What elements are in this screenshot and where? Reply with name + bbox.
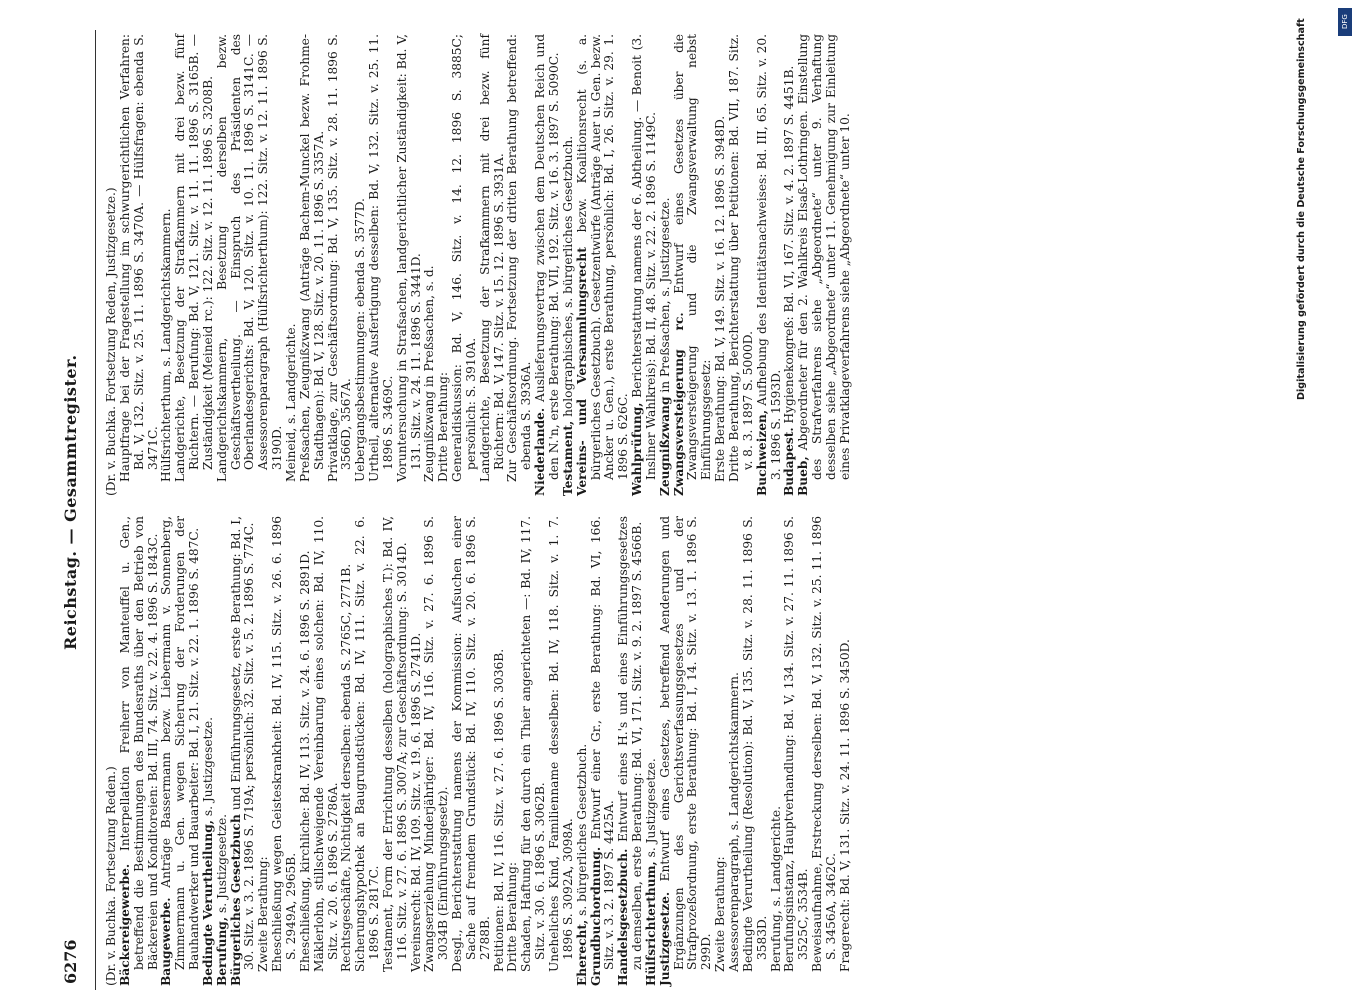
running-title: Reichstag. — Gesammtregister.: [61, 354, 80, 650]
index-entry: [590, 516, 618, 986]
index-entry: [257, 516, 271, 986]
entry-text: Interpellation Freiherr von Manteuffel u. Gen., betreffend die Bestimmungen des Bundesraths über den Betrieb von Bäckereien und Konditoreien: Bd. III, 74. Sitz. v. 22. 4. 1896 S. 1843C.: [117, 516, 160, 970]
entry-text: Petitionen: Bd. IV, 116. Sitz. v. 27. 6. 1896 S. 3036B.: [491, 648, 506, 972]
entry-heading: Budapest.: [782, 427, 797, 496]
entry-text: Bedingte Verurtheilung (Resolution): Bd. V, 135. Sitz. v. 28. 11. 1896 S. 3583D.: [740, 516, 769, 972]
index-entry: [230, 516, 258, 986]
index-entry: [423, 34, 437, 496]
index-entry: [423, 516, 451, 986]
index-entry: [174, 34, 216, 496]
entry-heading: Testament,: [560, 420, 575, 496]
entry-text: Privatklage, zur Geschäftsordnung: Bd. V, 135. Sitz. v. 28. 11. 1896 S. 3566D, 3567A.: [325, 34, 354, 482]
continuation-note: (Dr. v. Buchka. Fortsetzung Reden, Justizgesetze.): [104, 187, 118, 496]
index-entry: [271, 516, 299, 986]
index-entry: [216, 516, 230, 986]
entry-text: Meineid, s. Landgerichte.: [283, 323, 298, 482]
entry-text: Rechtsgeschäfte, Nichtigkeit derselben: ebenda S. 2765C, 2771B.: [339, 563, 354, 972]
index-entry: [313, 516, 341, 986]
index-entry: [493, 516, 507, 986]
entry-text: Entwurf einer Gr., erste Berathung: Bd. VI, 166. Sitz. v. 3. 2. 1897 S. 4425A.: [588, 515, 617, 970]
entry-text: Dritte Berathung:: [436, 372, 451, 482]
entry-text: Landgerichte, Besetzung der Strafkammern mit drei bezw. fünf Richtern: Bd. V, 147. Sitz. v. 15. 12. 1896 S. 3931A.: [477, 34, 506, 482]
index-entry: [327, 34, 355, 496]
entry-heading: Grundbuchordnung.: [588, 846, 603, 986]
index-entry: [714, 516, 728, 986]
index-entry: [299, 516, 313, 986]
entry-text: Auslieferungsvertrag zwischen dem Deutschen Reich und den N.'n, erste Berathung: Bd. VII, 192. Sitz. v. 16. 3. 1897 S. 5090C.: [533, 34, 561, 480]
entry-text: Berufungsinstanz, Hauptverhandlung: Bd. V, 134. Sitz. v. 27. 11. 1896 S. 3525C, 3534B.: [782, 516, 811, 972]
index-entry: [728, 34, 756, 496]
entry-heading: Zeugnißzwang: [657, 396, 672, 496]
entry-text: und Einführungsgesetz, erste Berathung: Bd. I, 30. Sitz. v. 3. 2. 1896 S. 719A; persönlich: 32. Sitz. v. 5. 2. 1896 S. 774C.: [228, 516, 257, 970]
entry-heading: Justizgesetze.: [657, 891, 672, 986]
entry-text: Dritte Berathung, Berichterstattung über Petitionen: Bd. VII, 187. Sitz. v. 8. 3. 1897 S. 5000D.: [726, 34, 755, 482]
entry-text: Zur Geschäftsordnung. Fortsetzung der dritten Berathung betreffend: ebenda S. 3936A.: [505, 34, 534, 482]
entry-text: Erste Berathung: Bd. V, 149. Sitz. v. 16. 12. 1896 S. 3948D.: [713, 115, 728, 482]
entry-text: Entwurf eines H.'s und eines Einführungsgesetzes zu demselben, erste Berathung: Bd. VI, 171. Sitz. v. 9. 2. 1897 S. 4566B.: [616, 515, 645, 970]
entry-heading: Handelsgesetzbuch.: [616, 848, 631, 986]
index-entry: [451, 34, 479, 496]
index-entry: [728, 516, 742, 986]
entry-text: Beweisaufnahme, Erstreckung derselben: Bd. V, 132. Sitz. v. 25. 11. 1896 S. 3456A, 3462C.: [810, 516, 838, 972]
index-entry: [396, 34, 424, 496]
entry-text: in Preßsachen, s. Justizgesetze.: [657, 197, 672, 393]
index-entry: [285, 34, 299, 496]
entry-text: Entwurf eines Gesetzes, betreffend Aenderungen und Ergänzungen des Gerichtsverfassungsgesetzes und der Strafprozeßordnung, erste Berathung: Bd. I, 14. Sitz. v. 13. 1. 1896 S. 299D.: [657, 516, 714, 970]
entry-heading: Bedingte Verurtheilung,: [200, 820, 215, 986]
entry-text: Testament, Form der Errichtung desselben (holographisches T.): Bd. IV, 116. Sitz. v. 27. 6. 1896 S. 3007A; zur Geschäftsordnung: S. 3014D.: [380, 516, 409, 972]
index-entry: [506, 34, 534, 496]
entry-text: s. Justizgesetze.: [643, 758, 658, 858]
index-entry: [160, 516, 202, 986]
entry-text: Anträge Bassermann bezw. Liebermann v. Sonnenberg, Zimmermann u. Gen. wegen Sicherung der Forderungen der Bauhandwerker und Bauarbeiter: Bd. I, 21. Sitz. v. 22. 1. 1896 S. 487C.: [159, 516, 202, 970]
entry-text: Vereinsrecht: Bd. IV, 109. Sitz. v. 19. 6. 1896 S. 2741D.: [408, 632, 423, 972]
entry-text: Zwangserziehung Minderjähriger: Bd. IV, 116. Sitz. v. 27. 6. 1896 S. 3034B (Einführungsgesetz).: [422, 516, 451, 972]
index-entry: [437, 34, 451, 496]
entry-text: Abgeordneter für den 2. Wahlkreis Elsaß-Lothringen. Einstellung des Strafverfahrens siehe „Abgeordnete“ unter 9. Verhaftung desselben siehe „Abgeordnete“ unter 11. Genehmigung zur Einleitung eines Privatklageverfahrens siehe „Abgeordnete“ unter 10.: [796, 34, 852, 480]
entry-heading: Niederlande.: [533, 407, 548, 496]
index-entry: [354, 516, 382, 986]
index-entry: [119, 516, 161, 986]
index-entry: [160, 34, 174, 496]
entry-text: Aufhebung des Identitätsnachweises: Bd. III, 65. Sitz. v. 20. 3. 1896 S. 1593D.: [754, 34, 783, 480]
dfg-logo: DFG: [1338, 8, 1352, 36]
entry-text: Fragerecht: Bd. V, 131. Sitz. v. 24. 11. 1896 S. 3450D.: [837, 639, 852, 972]
index-entry: [659, 516, 714, 986]
running-header: [55, 30, 96, 990]
index-entry: [756, 34, 784, 496]
index-entry: [811, 516, 839, 986]
index-entry: [576, 34, 631, 496]
entry-text: Uneheliches Kind, Familienname desselben: Bd. IV, 118. Sitz. v. 1. 7. 1896 S. 3092A, 3098A.: [547, 516, 575, 972]
entry-heading: Wahlprüfung,: [630, 402, 645, 496]
entry-text: Desgl., Berichterstattung namens der Kommission: Aufsuchen einer Sache auf fremdem Grundstück: Bd. IV, 110. Sitz. v. 20. 6. 1896 S. 2788B.: [450, 516, 492, 972]
continuation-note: (Dr. v. Buchka. Fortsetzung Reden.): [104, 766, 118, 986]
entry-text: Zeugnißzwang in Preßsachen, s. d.: [422, 265, 437, 482]
left-column: [105, 516, 853, 986]
index-entry: [645, 516, 659, 986]
entry-text: Urtheil, alternative Ausfertigung desselben: Bd. V, 132. Sitz. v. 25. 11. 1896 S. 3469C.: [367, 34, 395, 482]
index-entry: [783, 516, 811, 986]
index-entry: [631, 34, 659, 496]
index-entry: [202, 516, 216, 986]
index-entry: [797, 34, 852, 496]
entry-heading: Bäckereigewerbe.: [117, 863, 132, 986]
entry-heading: Eherecht,: [574, 919, 589, 986]
index-entry: [839, 516, 853, 986]
entry-heading: Berufung,: [214, 916, 229, 986]
entry-text: Generaldiskussion: Bd. V, 146. Sitz. v. 14. 12. 1896 S. 3885C; persönlich: S. 3910A.: [450, 34, 478, 482]
entry-text: Assessorenparagraph, s. Landgerichtskammern.: [726, 672, 741, 972]
entry-text: Voruntersuchung in Strafsachen, landgerichtlicher Zuständigkeit: Bd. V, 131. Sitz. v. 24. 11. 1896 S. 3441D.: [394, 34, 423, 482]
entry-heading: Buchweizen,: [754, 409, 769, 496]
index-entry: [548, 516, 576, 986]
entry-text: Sicherungshypothek an Baugrundstücken: Bd. IV, 111. Sitz. v. 22. 6. 1896 S. 2817C.: [353, 516, 382, 972]
index-entry: [714, 34, 728, 496]
entry-text: Hauptfrage bei der Fragestellung im schwurgerichtlichen Verfahren: Bd. V, 132. Sitz. v. 25. 11. 1896 S. 3470A. — Hülfsfragen: ebenda S. 3471C.: [117, 34, 160, 482]
entry-text: Berufung, s. Landgerichte.: [768, 805, 783, 972]
index-entry: [382, 516, 410, 986]
index-entry: [520, 516, 548, 986]
index-entry: [506, 516, 520, 986]
index-entry: [216, 34, 285, 496]
entry-text: Uebergangsbestimmungen: ebenda S. 3577D.: [353, 198, 368, 482]
entry-heading: Hülfsrichterthum,: [643, 861, 658, 986]
index-entry: [783, 34, 797, 496]
entry-text: Schaden, Haftung für den durch ein Thier angerichteten —: Bd. IV, 117. Sitz. v. 30. 6. 1896 S. 3062B.: [519, 516, 548, 972]
entry-text: s. bürgerliches Gesetzbuch.: [574, 743, 589, 916]
entry-text: Zweite Berathung:: [256, 856, 271, 972]
entry-text: Landgerichtskammern, Besetzung derselben bezw. Geschäftsvertheilung. — Einspruch des Präsidenten des Oberlandesgerichts: Bd. V, 120. Sitz. v. 10. 11. 1896 S. 3141C. — Assessorenparagraph (Hülfsrichterthum): 122. Sitz. v. 12. 11. 1896 S. 3190D.: [214, 34, 285, 482]
entry-text: Mäklerlohn, stillschweigende Vereinbarung eines solchen: Bd. IV, 110. Sitz. v. 20. 6. 1896 S. 2786A.: [311, 516, 340, 972]
index-entry: [659, 34, 673, 496]
index-entry: [562, 34, 576, 496]
entry-text: s. Justizgesetze.: [214, 813, 229, 914]
digitization-credit: Digitalisierung gefördert durch die Deutsche Forschungsgemeinschaft: [1296, 18, 1307, 400]
index-entry: [410, 516, 424, 986]
rotated-page: [55, 18, 1325, 990]
entry-heading: Baugewerbe.: [159, 897, 174, 986]
entry-text: Dritte Berathung:: [505, 862, 520, 972]
entry-heading: Zwangsversteigerung rc.: [671, 312, 686, 496]
index-entry: [770, 516, 784, 986]
entry-heading: Vereins- und Versammlungsrecht: [574, 247, 589, 496]
index-entry: [576, 516, 590, 986]
index-entry: [354, 34, 368, 496]
entry-text: Hülfsrichterthum, s. Landgerichtskammern.: [159, 208, 174, 482]
entry-text: Hygienekongreß: Bd. VI, 167. Sitz. v. 4. 2. 1897 S. 4451B.: [782, 65, 797, 424]
entry-text: Berichterstattung namens der 6. Abtheilung. — Benoit (3. Insliner Wahlkreis): Bd. II, 48. Sitz. v. 22. 2. 1896 S. 1149C.: [630, 33, 658, 480]
entry-heading: Bueb,: [796, 456, 811, 496]
index-entry: [340, 516, 354, 986]
entry-text: Zweite Berathung:: [713, 856, 728, 972]
entry-text: Preßsachen, Zeugnißzwang (Anträge Bachem-Munckel bezw. Frohme-Stadthagen): Bd. V, 128. Sitz. v. 20. 11. 1896 S. 3357A.: [297, 34, 326, 482]
index-entry: [479, 34, 507, 496]
index-entry: [451, 516, 493, 986]
entry-text: s. Justizgesetze.: [200, 717, 215, 817]
index-entry: [119, 34, 161, 496]
index-entry: [299, 34, 327, 496]
index-entry: [673, 34, 715, 496]
index-entry: [617, 516, 645, 986]
entry-text: bezw. Koalitionsrecht (s. a. bürgerliches Gesetzbuch). Gesetzentwürfe (Anträge Auer u. Gen. bezw. Ancker u. Gen.), erste Berathung, persönlich: Bd. I, 26. Sitz. v. 29. 1. 1896 S. 626C.: [574, 33, 631, 480]
entry-text: Eheschließung wegen Geisteskrankheit: Bd. IV, 115. Sitz. v. 26. 6. 1896 S. 2949A, 2965B.: [270, 516, 298, 972]
entry-text: Eheschließung, kirchliche: Bd. IV, 113. Sitz. v. 24. 6. 1896 S. 2891D.: [297, 550, 312, 972]
index-entry: [742, 516, 770, 986]
entry-text: Landgerichte, Besetzung der Strafkammern mit drei bezw. fünf Richtern. — Berufung: Bd. V, 121. Sitz. v. 11. 11. 1896 S. 3165B. — Zuständigkeit (Meineid rc.): 122. Sitz. v. 12. 11. 1896 S. 3208B.: [173, 34, 215, 482]
entry-text: holographisches, s. bürgerliches Gesetzbuch.: [560, 135, 575, 417]
entry-heading: Bürgerliches Gesetzbuch: [228, 814, 243, 986]
right-column: [105, 34, 853, 496]
page-number: 6276: [61, 939, 80, 984]
index-entry: [534, 34, 562, 496]
index-entry: [368, 34, 396, 496]
entry-text: Entwurf eines Gesetzes über die Zwangsversteigerung und die Zwangsverwaltung nebst Einführungsgesetz:: [671, 34, 714, 480]
